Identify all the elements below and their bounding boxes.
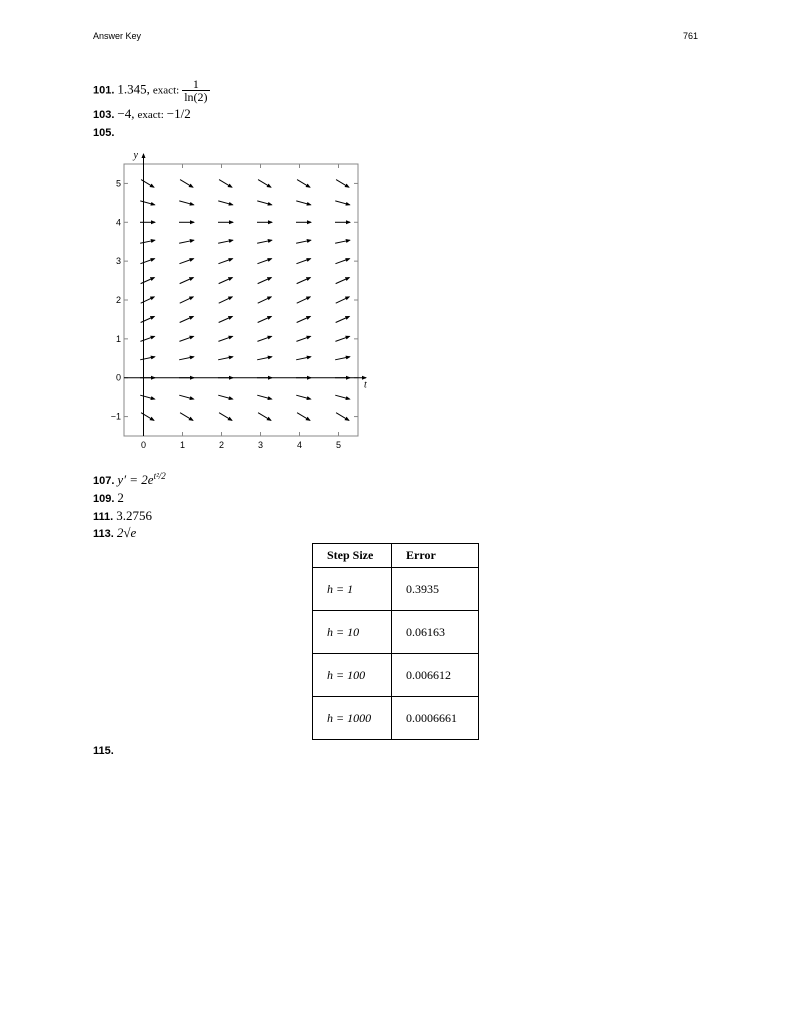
slope-arrow [141, 413, 154, 421]
slope-arrow [219, 278, 233, 284]
plot-frame [124, 164, 358, 436]
x-tick-label: 1 [179, 440, 186, 450]
slope-arrow [218, 395, 232, 399]
error-cell: 0.3935 [392, 568, 479, 611]
slope-arrow [257, 259, 271, 264]
table-row [313, 568, 479, 611]
answer-value: 2 [117, 490, 124, 505]
fraction-denominator: ln(2) [184, 90, 208, 104]
slope-arrow [258, 297, 272, 303]
slope-arrow [296, 336, 310, 341]
y-tick-label: 2 [115, 295, 121, 305]
slope-arrow [296, 201, 310, 205]
answer-101 [93, 78, 210, 103]
table-row [313, 611, 479, 654]
answer-111 [93, 509, 152, 524]
slope-arrow [258, 316, 272, 322]
slope-arrow [296, 395, 310, 399]
slope-arrow [335, 259, 349, 264]
slope-arrow [219, 297, 233, 303]
y-tick-label: 5 [115, 178, 121, 189]
answer-number: 109. [93, 493, 115, 505]
running-header-title: Answer Key [93, 31, 142, 41]
answer-number: 115. [93, 745, 114, 757]
answer-number: 107. [93, 475, 115, 487]
y-axis-label: y [133, 150, 138, 161]
slope-arrow [336, 278, 350, 284]
answer-105 [93, 125, 114, 140]
answer-number: 111. [93, 511, 114, 523]
y-tick-label: 1 [115, 333, 121, 344]
answer-103 [93, 107, 191, 122]
slope-arrow [258, 278, 272, 284]
slope-arrow [180, 278, 194, 284]
slope-arrow [297, 316, 311, 322]
error-cell: 0.0006661 [392, 697, 479, 740]
page-number: 761 [683, 31, 699, 41]
answer-value: 3.2756 [116, 508, 152, 523]
answer-115 [93, 743, 114, 758]
step-size-cell: h = 1000 [313, 697, 392, 740]
answer-number: 103. [93, 109, 115, 121]
answer-113 [93, 526, 136, 541]
slope-arrow [218, 259, 232, 264]
exact-value: −1/2 [166, 106, 191, 121]
slope-arrow [141, 180, 154, 188]
step-size-cell: h = 10 [313, 611, 392, 654]
slope-arrow [140, 357, 155, 360]
y-tick-label: 0 [115, 372, 121, 383]
slope-arrow [297, 413, 310, 421]
slope-arrow [297, 297, 311, 303]
fraction-numerator: 1 [182, 78, 209, 91]
x-tick-label: 0 [140, 440, 147, 450]
slope-arrow [141, 297, 155, 303]
slope-arrow [257, 201, 271, 205]
slope-arrow [335, 240, 350, 243]
x-tick-label: 5 [335, 440, 342, 450]
exact-label: exact: [152, 84, 180, 97]
slope-field-plot [110, 146, 380, 451]
x-tick-label: 2 [218, 440, 225, 450]
slope-arrow [179, 201, 193, 205]
slope-arrow [257, 240, 272, 243]
slope-arrow [179, 336, 193, 341]
exponent: t²/2 [153, 471, 166, 481]
answer-number: 105. [93, 127, 115, 139]
slope-arrow [179, 395, 193, 399]
column-header: Error [392, 544, 479, 568]
slope-arrow [180, 413, 193, 421]
slope-arrow [180, 180, 193, 188]
slope-arrow [296, 357, 311, 360]
table-row [313, 654, 479, 697]
table-row [313, 697, 479, 740]
y-tick-label: 3 [115, 256, 121, 267]
slope-arrow [179, 259, 193, 264]
slope-arrow [336, 297, 350, 303]
slope-arrow [258, 413, 271, 421]
slope-arrow [218, 357, 233, 360]
slope-arrow [297, 278, 311, 284]
x-tick-label: 4 [296, 440, 303, 450]
slope-arrow [257, 357, 272, 360]
derivative-expression: y′ = 2e [117, 472, 154, 487]
slope-arrow [336, 413, 349, 421]
slope-arrow [218, 336, 232, 341]
slope-arrow [141, 278, 155, 284]
slope-arrow [140, 240, 155, 243]
slope-arrow [140, 259, 154, 264]
slope-arrow [140, 395, 154, 399]
slope-arrow [219, 413, 232, 421]
step-size-cell: h = 1 [313, 568, 392, 611]
slope-arrow [257, 336, 271, 341]
answer-number: 113. [93, 528, 114, 540]
slope-arrow [218, 201, 232, 205]
answer-109 [93, 491, 124, 506]
slope-arrow [140, 201, 154, 205]
slope-arrow [180, 297, 194, 303]
slope-arrow [179, 240, 194, 243]
slope-arrow [257, 395, 271, 399]
slope-arrow [335, 395, 349, 399]
slope-arrow [296, 259, 310, 264]
slope-arrow [180, 316, 194, 322]
answer-number: 101. [93, 84, 115, 97]
y-tick-label: 4 [115, 217, 121, 228]
slope-arrow [141, 316, 155, 322]
slope-arrow [335, 201, 349, 205]
exact-fraction [182, 78, 209, 103]
slope-arrow [296, 240, 311, 243]
exact-label: exact: [137, 109, 164, 121]
slope-arrow [258, 180, 271, 188]
x-tick-label: 3 [257, 440, 264, 450]
answer-107 [93, 469, 166, 488]
y-tick-label: −1 [110, 411, 121, 422]
slope-arrow [335, 357, 350, 360]
error-table [312, 543, 479, 740]
slope-arrow [336, 316, 350, 322]
column-header: Step Size [313, 544, 392, 568]
slope-arrow [335, 336, 349, 341]
error-cell: 0.06163 [392, 611, 479, 654]
answer-value: 1.345, [117, 81, 150, 97]
step-size-cell: h = 100 [313, 654, 392, 697]
answer-value: −4, [117, 106, 135, 121]
answer-value: 2√e [116, 525, 137, 540]
error-cell: 0.006612 [392, 654, 479, 697]
slope-arrow [219, 316, 233, 322]
slope-arrow [140, 336, 154, 341]
table-header-row [313, 544, 479, 568]
slope-arrow [179, 357, 194, 360]
x-axis-label: t [364, 379, 367, 391]
slope-arrow [218, 240, 233, 243]
slope-arrow [219, 180, 232, 188]
slope-arrow [297, 180, 310, 188]
slope-arrow [336, 180, 349, 188]
